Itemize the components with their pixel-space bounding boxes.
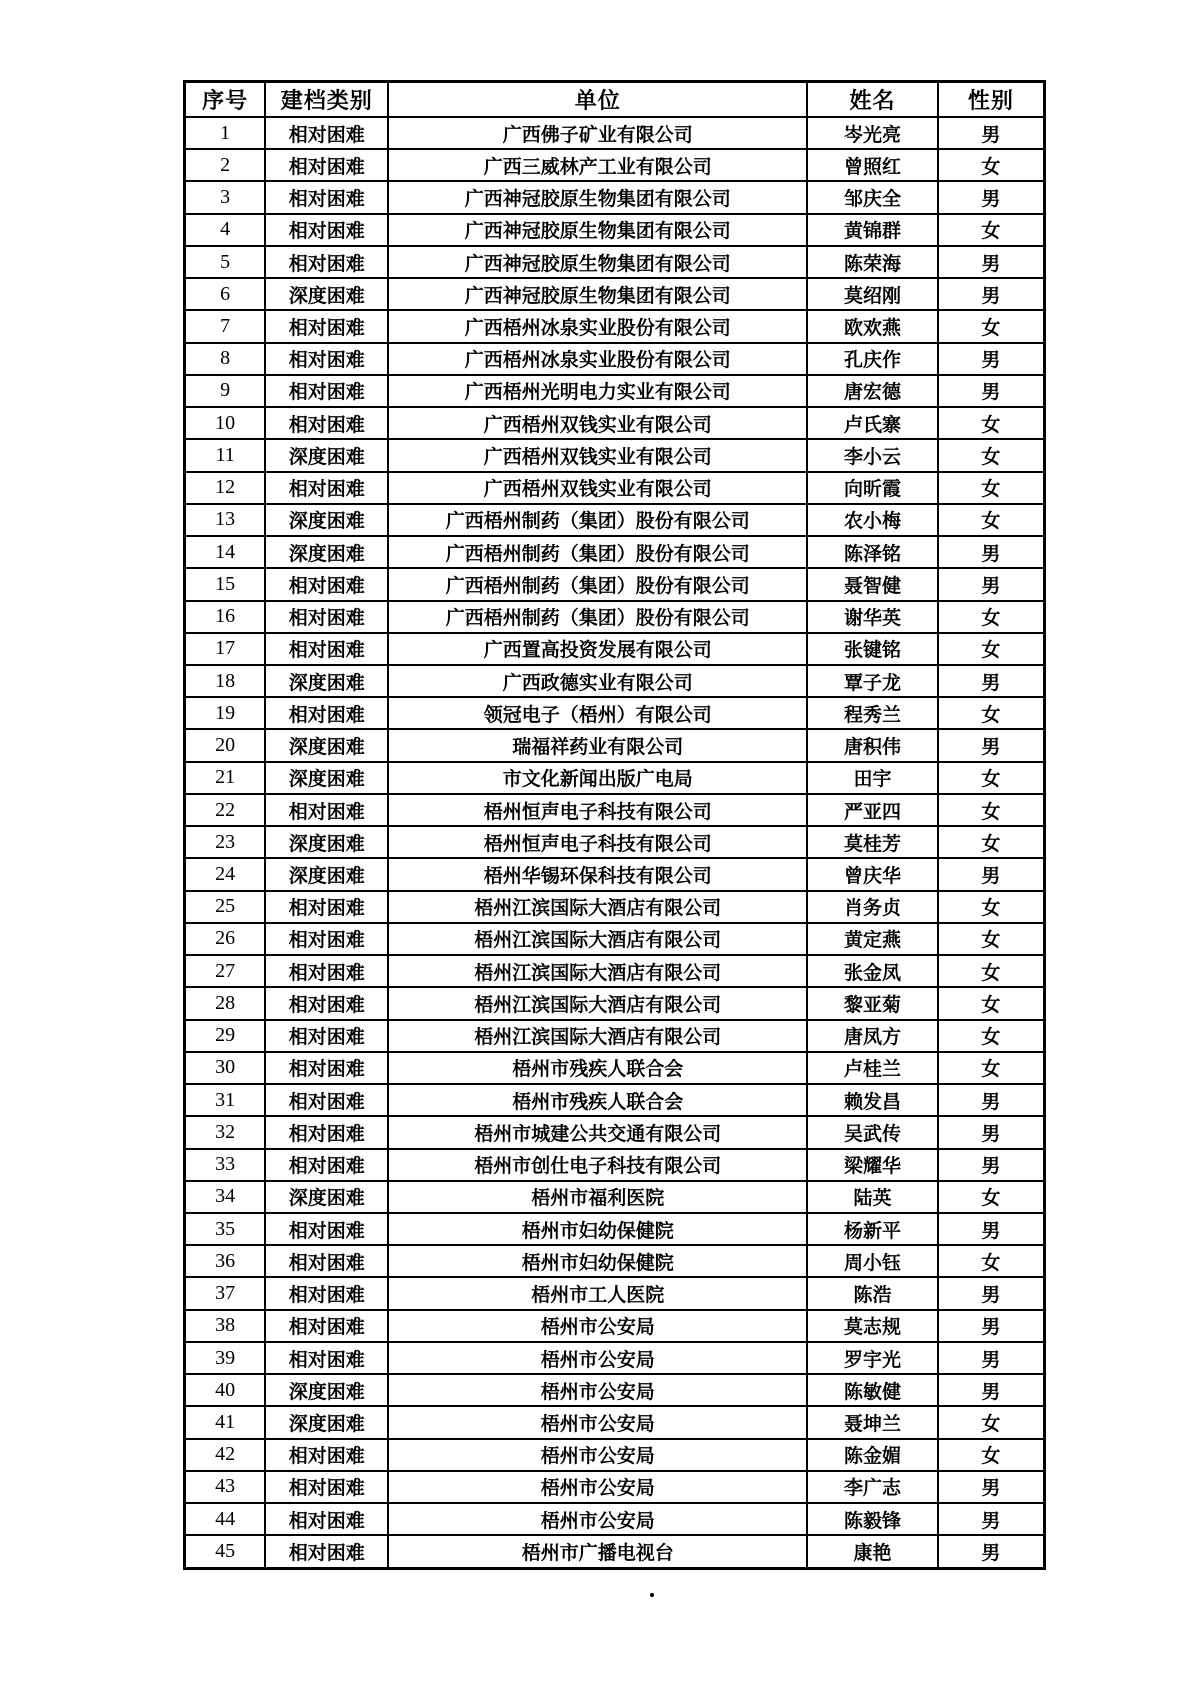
cell-no: 14 <box>185 536 266 568</box>
cell-unit: 广西梧州冰泉实业股份有限公司 <box>388 343 807 375</box>
cell-name: 严亚四 <box>807 794 938 826</box>
cell-gender: 男 <box>938 181 1045 213</box>
cell-category: 相对困难 <box>265 794 388 826</box>
cell-no: 18 <box>185 665 266 697</box>
cell-gender: 女 <box>938 826 1045 858</box>
cell-category: 深度困难 <box>265 858 388 890</box>
cell-no: 45 <box>185 1535 266 1568</box>
cell-unit: 梧州市残疾人联合会 <box>388 1084 807 1116</box>
table-row <box>185 1406 1045 1438</box>
cell-unit: 梧州恒声电子科技有限公司 <box>388 826 807 858</box>
cell-category: 深度困难 <box>265 504 388 536</box>
cell-name: 向昕霞 <box>807 472 938 504</box>
table-row <box>185 955 1045 987</box>
cell-no: 38 <box>185 1310 266 1342</box>
scan-artifact-dot <box>650 1593 654 1597</box>
cell-category: 相对困难 <box>265 568 388 600</box>
cell-gender: 女 <box>938 633 1045 665</box>
cell-name: 孔庆作 <box>807 343 938 375</box>
table-row <box>185 472 1045 504</box>
cell-unit: 瑞福祥药业有限公司 <box>388 729 807 761</box>
cell-no: 43 <box>185 1471 266 1503</box>
table-row <box>185 214 1045 246</box>
cell-name: 黄定燕 <box>807 923 938 955</box>
cell-no: 32 <box>185 1116 266 1148</box>
cell-name: 莫桂芳 <box>807 826 938 858</box>
cell-gender: 女 <box>938 472 1045 504</box>
cell-category: 深度困难 <box>265 1406 388 1438</box>
cell-gender: 男 <box>938 1342 1045 1374</box>
cell-name: 卢氏寨 <box>807 407 938 439</box>
cell-name: 李广志 <box>807 1471 938 1503</box>
cell-category: 相对困难 <box>265 310 388 342</box>
cell-gender: 女 <box>938 214 1045 246</box>
cell-category: 相对困难 <box>265 214 388 246</box>
cell-category: 相对困难 <box>265 149 388 181</box>
cell-name: 张键铭 <box>807 633 938 665</box>
cell-no: 40 <box>185 1374 266 1406</box>
cell-name: 陈泽铭 <box>807 536 938 568</box>
table-row <box>185 858 1045 890</box>
cell-category: 深度困难 <box>265 1374 388 1406</box>
table-row <box>185 762 1045 794</box>
cell-unit: 梧州市残疾人联合会 <box>388 1052 807 1084</box>
table-row <box>185 665 1045 697</box>
table-row <box>185 181 1045 213</box>
cell-name: 莫绍刚 <box>807 278 938 310</box>
cell-no: 41 <box>185 1406 266 1438</box>
cell-unit: 梧州市公安局 <box>388 1406 807 1438</box>
cell-unit: 梧州江滨国际大酒店有限公司 <box>388 955 807 987</box>
cell-name: 陈金媚 <box>807 1439 938 1471</box>
cell-no: 25 <box>185 891 266 923</box>
cell-name: 黎亚菊 <box>807 987 938 1019</box>
cell-unit: 梧州江滨国际大酒店有限公司 <box>388 1020 807 1052</box>
cell-category: 相对困难 <box>265 1116 388 1148</box>
cell-unit: 广西梧州冰泉实业股份有限公司 <box>388 310 807 342</box>
cell-name: 卢桂兰 <box>807 1052 938 1084</box>
cell-gender: 男 <box>938 1149 1045 1181</box>
cell-category: 相对困难 <box>265 955 388 987</box>
cell-unit: 广西佛子矿业有限公司 <box>388 117 807 149</box>
cell-name: 吴武传 <box>807 1116 938 1148</box>
cell-unit: 广西梧州制药（集团）股份有限公司 <box>388 504 807 536</box>
cell-gender: 男 <box>938 858 1045 890</box>
cell-no: 16 <box>185 601 266 633</box>
cell-name: 李小云 <box>807 439 938 471</box>
cell-no: 27 <box>185 955 266 987</box>
cell-category: 深度困难 <box>265 762 388 794</box>
cell-unit: 梧州市福利医院 <box>388 1181 807 1213</box>
table-row <box>185 536 1045 568</box>
cell-unit: 梧州市公安局 <box>388 1503 807 1535</box>
cell-no: 29 <box>185 1020 266 1052</box>
table-row <box>185 1020 1045 1052</box>
cell-no: 13 <box>185 504 266 536</box>
cell-name: 黄锦群 <box>807 214 938 246</box>
table-row <box>185 794 1045 826</box>
cell-gender: 女 <box>938 1439 1045 1471</box>
cell-name: 罗宇光 <box>807 1342 938 1374</box>
table-row <box>185 1116 1045 1148</box>
cell-name: 赖发昌 <box>807 1084 938 1116</box>
cell-name: 张金凤 <box>807 955 938 987</box>
table-row <box>185 246 1045 278</box>
column-header-name: 姓名 <box>807 82 938 118</box>
cell-unit: 梧州江滨国际大酒店有限公司 <box>388 987 807 1019</box>
table-row <box>185 1084 1045 1116</box>
cell-gender: 男 <box>938 343 1045 375</box>
cell-gender: 男 <box>938 729 1045 761</box>
cell-name: 杨新平 <box>807 1213 938 1245</box>
cell-category: 相对困难 <box>265 633 388 665</box>
table-row <box>185 1277 1045 1309</box>
cell-no: 26 <box>185 923 266 955</box>
cell-unit: 广西神冠胶原生物集团有限公司 <box>388 214 807 246</box>
cell-name: 陈浩 <box>807 1277 938 1309</box>
cell-unit: 梧州市工人医院 <box>388 1277 807 1309</box>
cell-name: 程秀兰 <box>807 697 938 729</box>
column-header-gender: 性别 <box>938 82 1045 118</box>
cell-gender: 女 <box>938 697 1045 729</box>
cell-category: 相对困难 <box>265 1310 388 1342</box>
table-row <box>185 1535 1045 1568</box>
cell-name: 康艳 <box>807 1535 938 1568</box>
cell-unit: 广西梧州制药（集团）股份有限公司 <box>388 601 807 633</box>
table-row <box>185 601 1045 633</box>
cell-gender: 男 <box>938 1213 1045 1245</box>
table-row <box>185 439 1045 471</box>
roster-table <box>183 80 1046 1570</box>
cell-category: 深度困难 <box>265 536 388 568</box>
cell-category: 相对困难 <box>265 375 388 407</box>
cell-gender: 女 <box>938 1052 1045 1084</box>
cell-no: 35 <box>185 1213 266 1245</box>
cell-gender: 男 <box>938 1374 1045 1406</box>
cell-unit: 梧州市创仕电子科技有限公司 <box>388 1149 807 1181</box>
cell-unit: 领冠电子（梧州）有限公司 <box>388 697 807 729</box>
cell-gender: 女 <box>938 987 1045 1019</box>
table-row <box>185 987 1045 1019</box>
cell-gender: 男 <box>938 1535 1045 1568</box>
cell-no: 37 <box>185 1277 266 1309</box>
cell-category: 相对困难 <box>265 697 388 729</box>
cell-category: 相对困难 <box>265 181 388 213</box>
cell-name: 肖务贞 <box>807 891 938 923</box>
table-row <box>185 633 1045 665</box>
cell-unit: 梧州市公安局 <box>388 1439 807 1471</box>
cell-unit: 梧州市公安局 <box>388 1310 807 1342</box>
column-header-category: 建档类别 <box>265 82 388 118</box>
cell-unit: 梧州江滨国际大酒店有限公司 <box>388 923 807 955</box>
table-row <box>185 149 1045 181</box>
table-row <box>185 278 1045 310</box>
cell-unit: 广西置高投资发展有限公司 <box>388 633 807 665</box>
cell-no: 6 <box>185 278 266 310</box>
roster-table-container <box>183 80 1046 1570</box>
cell-name: 田宇 <box>807 762 938 794</box>
cell-name: 周小钰 <box>807 1245 938 1277</box>
cell-name: 覃子龙 <box>807 665 938 697</box>
cell-category: 相对困难 <box>265 246 388 278</box>
table-row <box>185 1181 1045 1213</box>
table-row <box>185 1471 1045 1503</box>
column-header-unit: 单位 <box>388 82 807 118</box>
cell-no: 2 <box>185 149 266 181</box>
cell-category: 相对困难 <box>265 1149 388 1181</box>
cell-gender: 女 <box>938 1406 1045 1438</box>
cell-no: 22 <box>185 794 266 826</box>
cell-gender: 女 <box>938 891 1045 923</box>
cell-unit: 梧州市妇幼保健院 <box>388 1213 807 1245</box>
cell-name: 曾照红 <box>807 149 938 181</box>
cell-gender: 女 <box>938 923 1045 955</box>
cell-name: 唐凤方 <box>807 1020 938 1052</box>
cell-unit: 广西梧州双钱实业有限公司 <box>388 472 807 504</box>
cell-unit: 梧州市广播电视台 <box>388 1535 807 1568</box>
cell-unit: 梧州恒声电子科技有限公司 <box>388 794 807 826</box>
table-body <box>185 117 1045 1569</box>
cell-category: 相对困难 <box>265 1277 388 1309</box>
table-row <box>185 1439 1045 1471</box>
cell-gender: 女 <box>938 149 1045 181</box>
table-row <box>185 697 1045 729</box>
cell-no: 5 <box>185 246 266 278</box>
cell-gender: 女 <box>938 407 1045 439</box>
cell-unit: 梧州市公安局 <box>388 1374 807 1406</box>
cell-gender: 女 <box>938 439 1045 471</box>
cell-gender: 女 <box>938 794 1045 826</box>
cell-category: 相对困难 <box>265 343 388 375</box>
cell-category: 相对困难 <box>265 472 388 504</box>
cell-no: 30 <box>185 1052 266 1084</box>
cell-category: 相对困难 <box>265 1439 388 1471</box>
cell-no: 36 <box>185 1245 266 1277</box>
cell-name: 曾庆华 <box>807 858 938 890</box>
table-row <box>185 1213 1045 1245</box>
cell-no: 1 <box>185 117 266 149</box>
cell-unit: 广西梧州双钱实业有限公司 <box>388 439 807 471</box>
cell-name: 聂智健 <box>807 568 938 600</box>
cell-unit: 梧州市公安局 <box>388 1342 807 1374</box>
cell-category: 相对困难 <box>265 1471 388 1503</box>
cell-category: 相对困难 <box>265 987 388 1019</box>
cell-no: 7 <box>185 310 266 342</box>
table-header-row <box>185 82 1045 118</box>
table-row <box>185 504 1045 536</box>
table-row <box>185 1310 1045 1342</box>
cell-no: 4 <box>185 214 266 246</box>
cell-unit: 梧州市妇幼保健院 <box>388 1245 807 1277</box>
cell-category: 深度困难 <box>265 278 388 310</box>
cell-category: 深度困难 <box>265 729 388 761</box>
cell-no: 33 <box>185 1149 266 1181</box>
cell-unit: 广西梧州制药（集团）股份有限公司 <box>388 568 807 600</box>
cell-gender: 男 <box>938 1116 1045 1148</box>
cell-gender: 男 <box>938 278 1045 310</box>
cell-gender: 男 <box>938 117 1045 149</box>
cell-name: 农小梅 <box>807 504 938 536</box>
cell-no: 3 <box>185 181 266 213</box>
cell-category: 相对困难 <box>265 117 388 149</box>
cell-unit: 梧州市公安局 <box>388 1471 807 1503</box>
table-row <box>185 729 1045 761</box>
cell-no: 15 <box>185 568 266 600</box>
cell-no: 23 <box>185 826 266 858</box>
cell-name: 谢华英 <box>807 601 938 633</box>
cell-unit: 梧州江滨国际大酒店有限公司 <box>388 891 807 923</box>
cell-category: 相对困难 <box>265 1245 388 1277</box>
cell-gender: 女 <box>938 955 1045 987</box>
cell-no: 21 <box>185 762 266 794</box>
cell-category: 相对困难 <box>265 891 388 923</box>
table-row <box>185 310 1045 342</box>
cell-name: 邹庆全 <box>807 181 938 213</box>
cell-category: 相对困难 <box>265 1535 388 1568</box>
cell-no: 17 <box>185 633 266 665</box>
cell-no: 12 <box>185 472 266 504</box>
cell-gender: 男 <box>938 246 1045 278</box>
cell-category: 相对困难 <box>265 1213 388 1245</box>
cell-name: 陆英 <box>807 1181 938 1213</box>
cell-name: 陈敏健 <box>807 1374 938 1406</box>
cell-unit: 梧州华锡环保科技有限公司 <box>388 858 807 890</box>
cell-no: 31 <box>185 1084 266 1116</box>
cell-no: 24 <box>185 858 266 890</box>
cell-name: 欧欢燕 <box>807 310 938 342</box>
cell-gender: 男 <box>938 375 1045 407</box>
cell-no: 44 <box>185 1503 266 1535</box>
cell-name: 聂坤兰 <box>807 1406 938 1438</box>
cell-unit: 广西梧州制药（集团）股份有限公司 <box>388 536 807 568</box>
table-row <box>185 923 1045 955</box>
cell-category: 相对困难 <box>265 1020 388 1052</box>
table-row <box>185 343 1045 375</box>
table-row <box>185 375 1045 407</box>
cell-gender: 男 <box>938 1084 1045 1116</box>
table-row <box>185 826 1045 858</box>
cell-name: 陈荣海 <box>807 246 938 278</box>
cell-gender: 男 <box>938 536 1045 568</box>
cell-unit: 广西三威林产工业有限公司 <box>388 149 807 181</box>
cell-no: 9 <box>185 375 266 407</box>
cell-no: 11 <box>185 439 266 471</box>
cell-category: 相对困难 <box>265 1503 388 1535</box>
cell-gender: 女 <box>938 601 1045 633</box>
cell-no: 39 <box>185 1342 266 1374</box>
table-row <box>185 568 1045 600</box>
cell-gender: 女 <box>938 1181 1045 1213</box>
cell-no: 10 <box>185 407 266 439</box>
table-row <box>185 1149 1045 1181</box>
cell-category: 深度困难 <box>265 439 388 471</box>
cell-name: 陈毅锋 <box>807 1503 938 1535</box>
cell-gender: 女 <box>938 310 1045 342</box>
cell-unit: 广西神冠胶原生物集团有限公司 <box>388 278 807 310</box>
cell-name: 梁耀华 <box>807 1149 938 1181</box>
cell-gender: 男 <box>938 665 1045 697</box>
cell-no: 34 <box>185 1181 266 1213</box>
cell-gender: 女 <box>938 762 1045 794</box>
cell-gender: 女 <box>938 1245 1045 1277</box>
column-header-no: 序号 <box>185 82 266 118</box>
table-row <box>185 891 1045 923</box>
cell-no: 28 <box>185 987 266 1019</box>
cell-unit: 梧州市城建公共交通有限公司 <box>388 1116 807 1148</box>
cell-unit: 广西梧州双钱实业有限公司 <box>388 407 807 439</box>
cell-category: 相对困难 <box>265 1052 388 1084</box>
cell-name: 岑光亮 <box>807 117 938 149</box>
table-row <box>185 117 1045 149</box>
cell-category: 深度困难 <box>265 1181 388 1213</box>
table-row <box>185 1374 1045 1406</box>
table-row <box>185 407 1045 439</box>
cell-unit: 广西神冠胶原生物集团有限公司 <box>388 246 807 278</box>
cell-gender: 男 <box>938 1503 1045 1535</box>
cell-no: 42 <box>185 1439 266 1471</box>
cell-name: 莫志规 <box>807 1310 938 1342</box>
cell-gender: 男 <box>938 568 1045 600</box>
table-row <box>185 1052 1045 1084</box>
cell-category: 相对困难 <box>265 601 388 633</box>
cell-gender: 男 <box>938 1310 1045 1342</box>
cell-category: 深度困难 <box>265 826 388 858</box>
cell-category: 深度困难 <box>265 665 388 697</box>
cell-gender: 女 <box>938 1020 1045 1052</box>
cell-category: 相对困难 <box>265 1342 388 1374</box>
cell-unit: 市文化新闻出版广电局 <box>388 762 807 794</box>
table-row <box>185 1245 1045 1277</box>
cell-no: 20 <box>185 729 266 761</box>
cell-unit: 广西政德实业有限公司 <box>388 665 807 697</box>
cell-name: 唐积伟 <box>807 729 938 761</box>
cell-gender: 女 <box>938 504 1045 536</box>
cell-category: 相对困难 <box>265 407 388 439</box>
table-row <box>185 1342 1045 1374</box>
cell-no: 19 <box>185 697 266 729</box>
table-row <box>185 1503 1045 1535</box>
cell-unit: 广西梧州光明电力实业有限公司 <box>388 375 807 407</box>
cell-gender: 男 <box>938 1471 1045 1503</box>
cell-category: 相对困难 <box>265 923 388 955</box>
cell-category: 相对困难 <box>265 1084 388 1116</box>
cell-gender: 男 <box>938 1277 1045 1309</box>
cell-no: 8 <box>185 343 266 375</box>
cell-unit: 广西神冠胶原生物集团有限公司 <box>388 181 807 213</box>
cell-name: 唐宏德 <box>807 375 938 407</box>
